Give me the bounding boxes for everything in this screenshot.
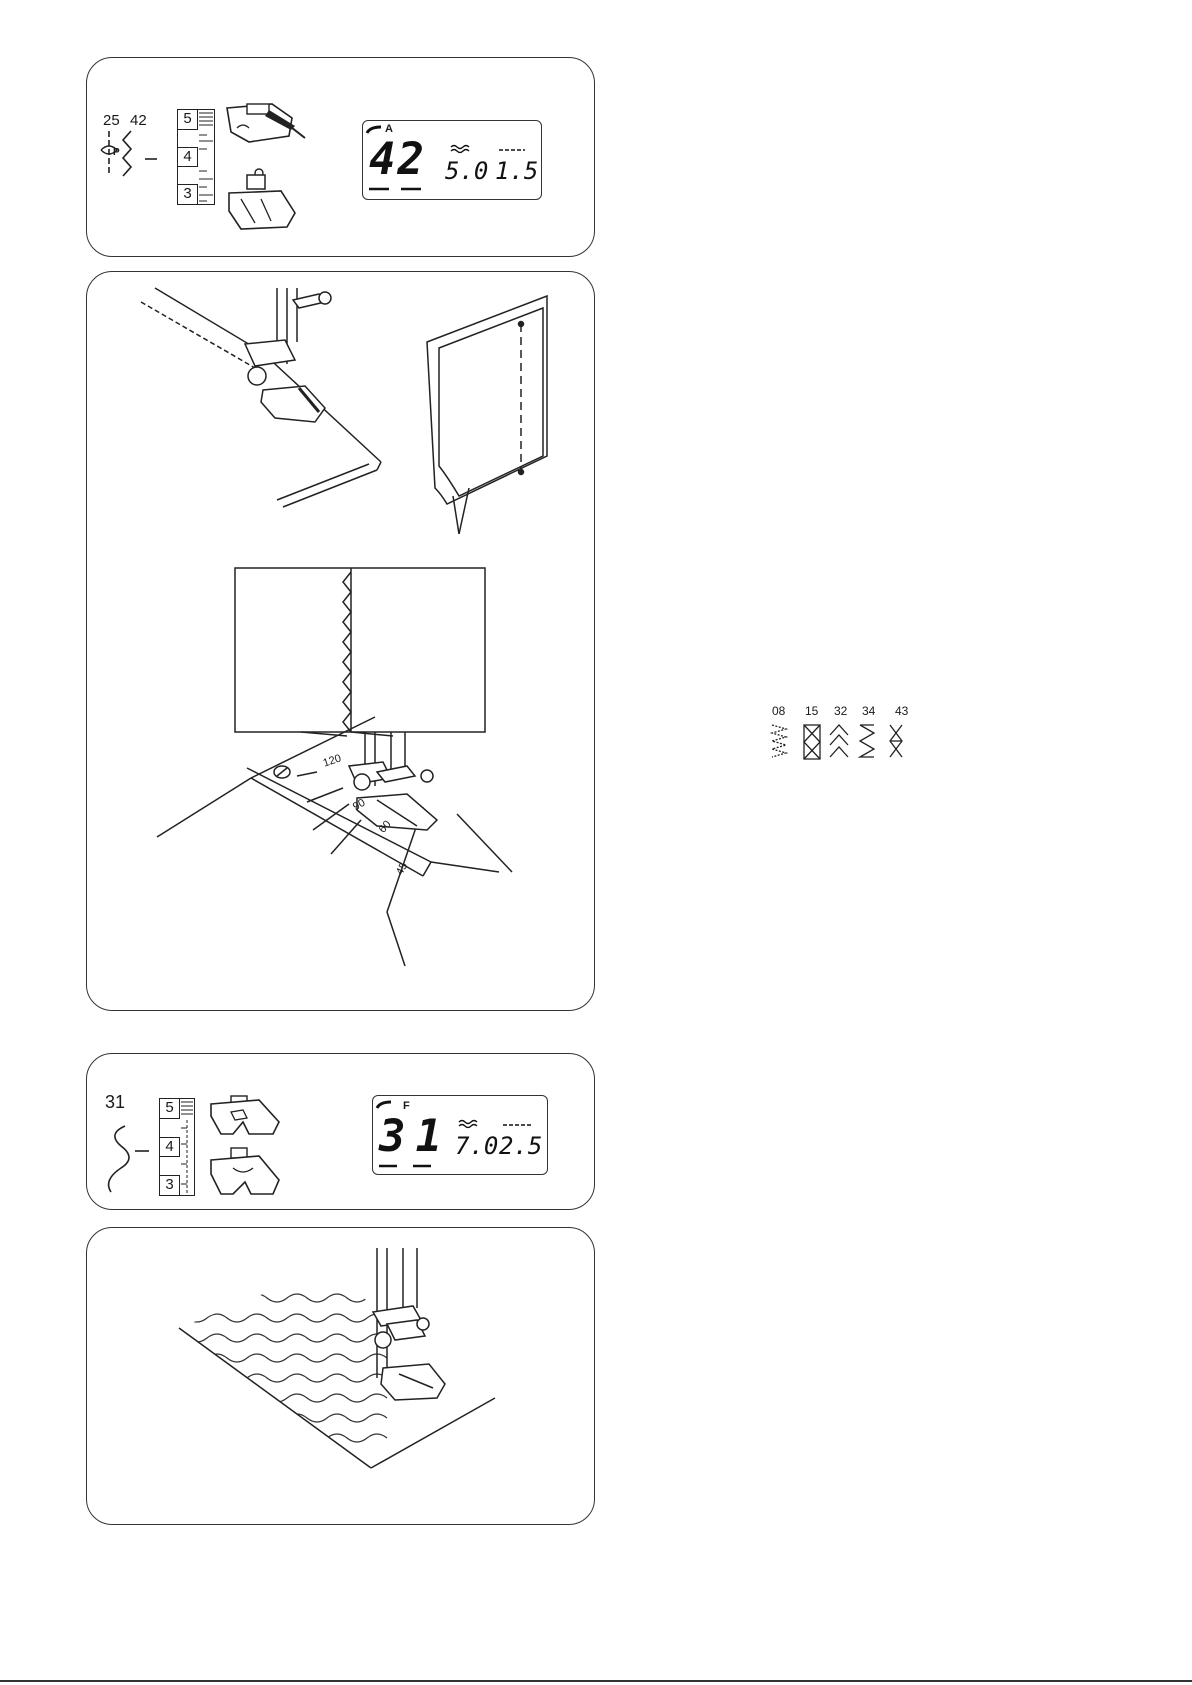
lcd-display-icon <box>372 1095 548 1175</box>
folded-fabric-icon <box>427 296 547 534</box>
zigzag-foot-icon <box>203 1094 287 1140</box>
tension-value-3: 3 <box>165 1176 174 1193</box>
opened-seam-icon <box>235 568 485 736</box>
satin-foot-icon <box>203 1146 287 1198</box>
lcd-display-icon <box>362 120 542 200</box>
lcd-length-value: 2.5 <box>499 1132 543 1160</box>
stitch-number-34: 34 <box>862 704 876 718</box>
lcd-width-value: 5.0 <box>445 157 489 185</box>
angle-mark-45: 45 <box>393 860 411 878</box>
pattern-letter-p: P <box>113 147 120 158</box>
satin-foot-icon <box>221 165 301 233</box>
panel-seam-illustrations <box>86 271 595 1011</box>
pattern-number-42: 42 <box>130 112 147 129</box>
tension-value-3: 3 <box>183 185 192 202</box>
seam-illustration <box>87 272 596 1012</box>
lcd-length-value: 1.5 <box>495 157 539 185</box>
lcd-pattern-number: 31 <box>379 1111 452 1162</box>
lcd-width-value: 7.0 <box>455 1132 499 1160</box>
stitch-number-15: 15 <box>805 704 819 718</box>
tension-dial-icon <box>177 109 215 205</box>
stitch-number-43: 43 <box>895 704 909 718</box>
overlock-foot-icon <box>217 98 307 150</box>
serpentine-sewing-icon <box>87 1228 596 1526</box>
tension-value-5: 5 <box>165 1099 174 1116</box>
tension-value-4: 4 <box>165 1138 174 1155</box>
stitch-symbol-icon <box>768 723 928 767</box>
tension-value-4: 4 <box>183 148 192 165</box>
overlock-sewing-icon <box>141 288 381 507</box>
angle-mark-120: 120 <box>321 752 343 770</box>
panel-overlock-settings <box>86 57 595 257</box>
stitch-legend <box>768 703 928 767</box>
angle-mark-90: 90 <box>350 796 368 814</box>
panel-serpentine-sewing <box>86 1227 595 1525</box>
lcd-mode-label: A <box>385 123 393 135</box>
lcd-mode-label: F <box>403 1100 410 1112</box>
pattern-number-25: 25 <box>103 112 120 129</box>
stitch-number-32: 32 <box>834 704 848 718</box>
pattern-number-31: 31 <box>105 1092 126 1112</box>
tension-value-5: 5 <box>183 110 192 127</box>
bottom-rule <box>0 1680 1192 1682</box>
angle-mark-60: 60 <box>376 818 394 836</box>
tension-dial-icon <box>159 1098 195 1196</box>
lcd-pattern-number: 42 <box>369 134 426 185</box>
panel-stretch-settings <box>86 1053 595 1210</box>
stitch-number-08: 08 <box>772 704 786 718</box>
